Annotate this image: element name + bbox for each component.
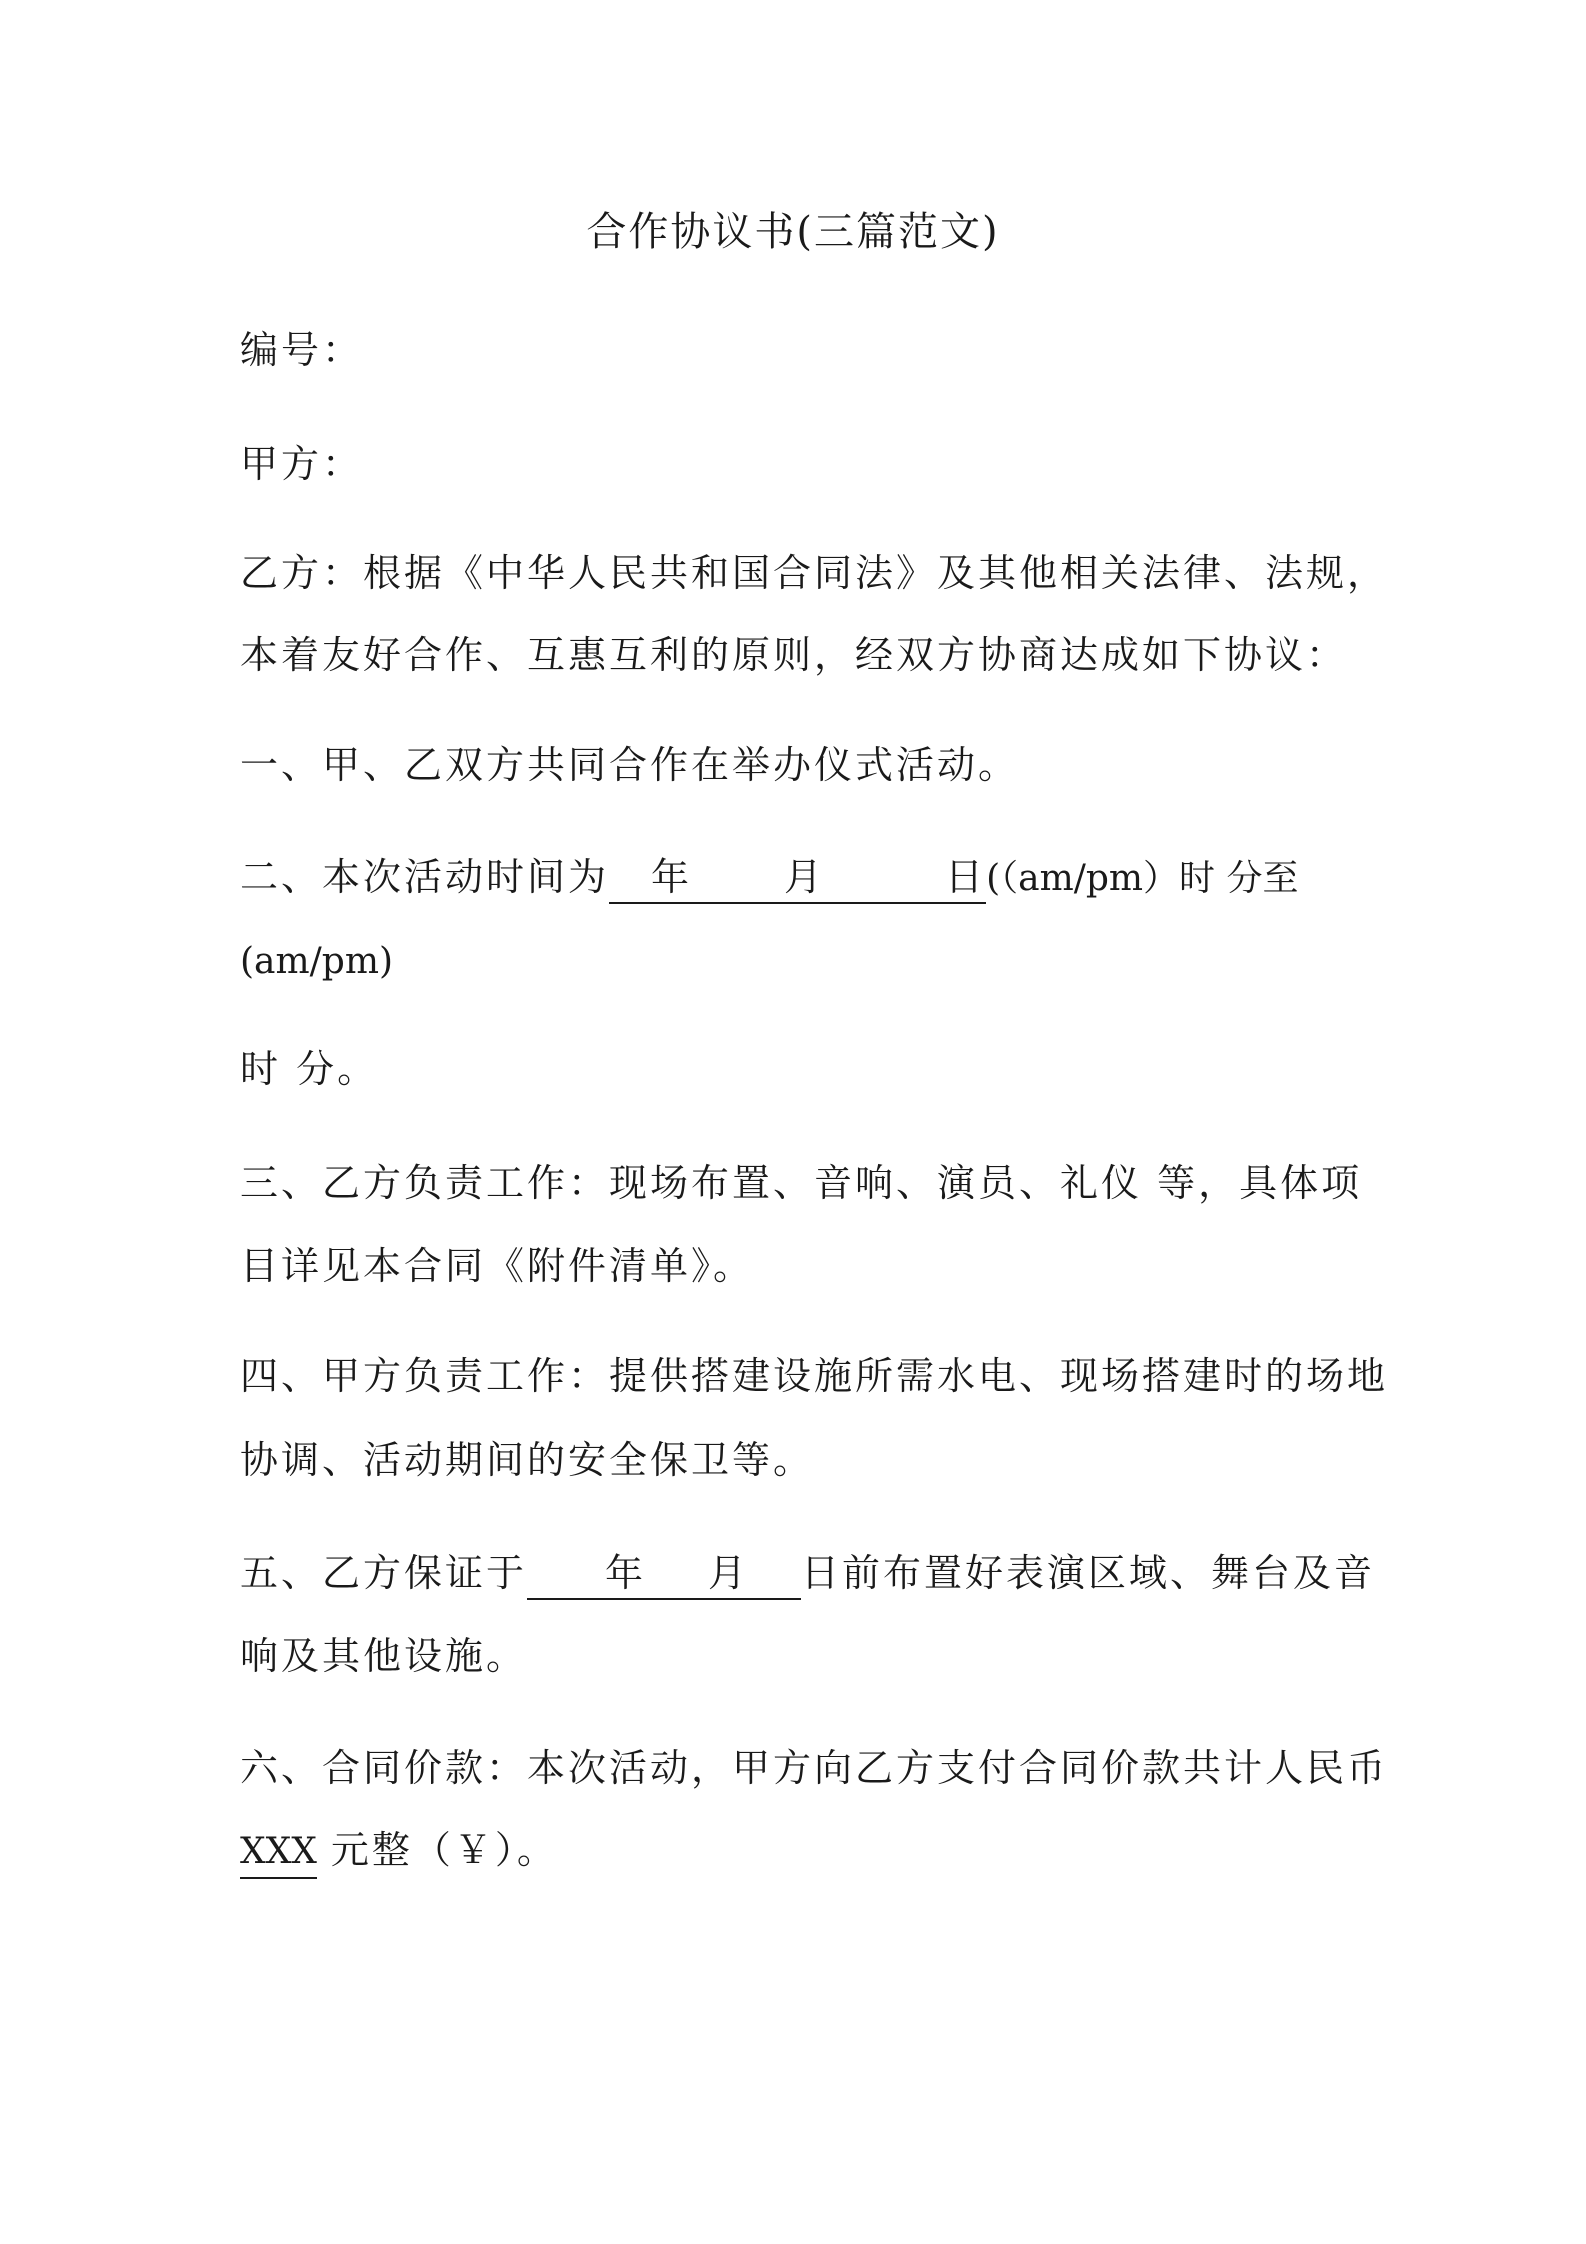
clause-1: 一、甲、乙双方共同合作在举办仪式活动。 <box>240 743 1020 787</box>
clause-5-year: 年 <box>605 1551 647 1595</box>
clause-6-amount[interactable]: XXX <box>240 1827 317 1879</box>
clause-5-month: 月 <box>708 1551 750 1595</box>
clause-5-suffix: 日前布置好表演区域、舞台及音 <box>801 1551 1376 1595</box>
number-label: 编号： <box>240 328 364 372</box>
party-a-label: 甲方： <box>240 442 364 486</box>
clause-3-line-1: 三、乙方负责工作：现场布置、音响、演员、礼仪 等，具体项 <box>240 1161 1363 1205</box>
clause-2-prefix: 二、本次活动时间为 <box>240 855 610 899</box>
party-b-line-2: 本着友好合作、互惠互利的原则，经双方协商达成如下协议： <box>240 633 1348 677</box>
clause-2-time-part: (（am/pm）时 分至 <box>986 858 1299 899</box>
clause-2-year: 年 <box>651 855 693 899</box>
clause-3-line-2: 目详见本合同《附件清单》。 <box>240 1244 755 1288</box>
clause-2-date-blank[interactable] <box>609 852 986 904</box>
clause-2-line-3: 时 分。 <box>240 1047 379 1091</box>
clause-2-month: 月 <box>784 855 826 899</box>
party-b-line-1: 乙方：根据《中华人民共和国合同法》及其他相关法律、法规， <box>240 551 1389 595</box>
clause-4-line-1: 四、甲方负责工作：提供搭建设施所需水电、现场搭建时的场地 <box>240 1354 1389 1398</box>
clause-5-date-blank[interactable] <box>527 1548 801 1600</box>
clause-5-line-2: 响及其他设施。 <box>240 1634 528 1678</box>
clause-4-line-2: 协调、活动期间的安全保卫等。 <box>240 1438 815 1482</box>
clause-2-line-1 <box>240 849 1360 907</box>
clause-6-line-1: 六、合同价款：本次活动，甲方向乙方支付合同价款共计人民币 <box>240 1746 1389 1790</box>
clause-6-line-2 <box>240 1822 1360 1879</box>
clause-5-line-1 <box>240 1545 1376 1601</box>
clause-6-suffix: 元整（￥）。 <box>330 1828 558 1872</box>
document-title: 合作协议书(三篇范文) <box>586 209 1000 255</box>
clause-5-prefix: 五、乙方保证于 <box>240 1551 528 1595</box>
clause-2-line-2: (am/pm) <box>240 941 393 982</box>
clause-2-day: 日 <box>945 855 987 899</box>
